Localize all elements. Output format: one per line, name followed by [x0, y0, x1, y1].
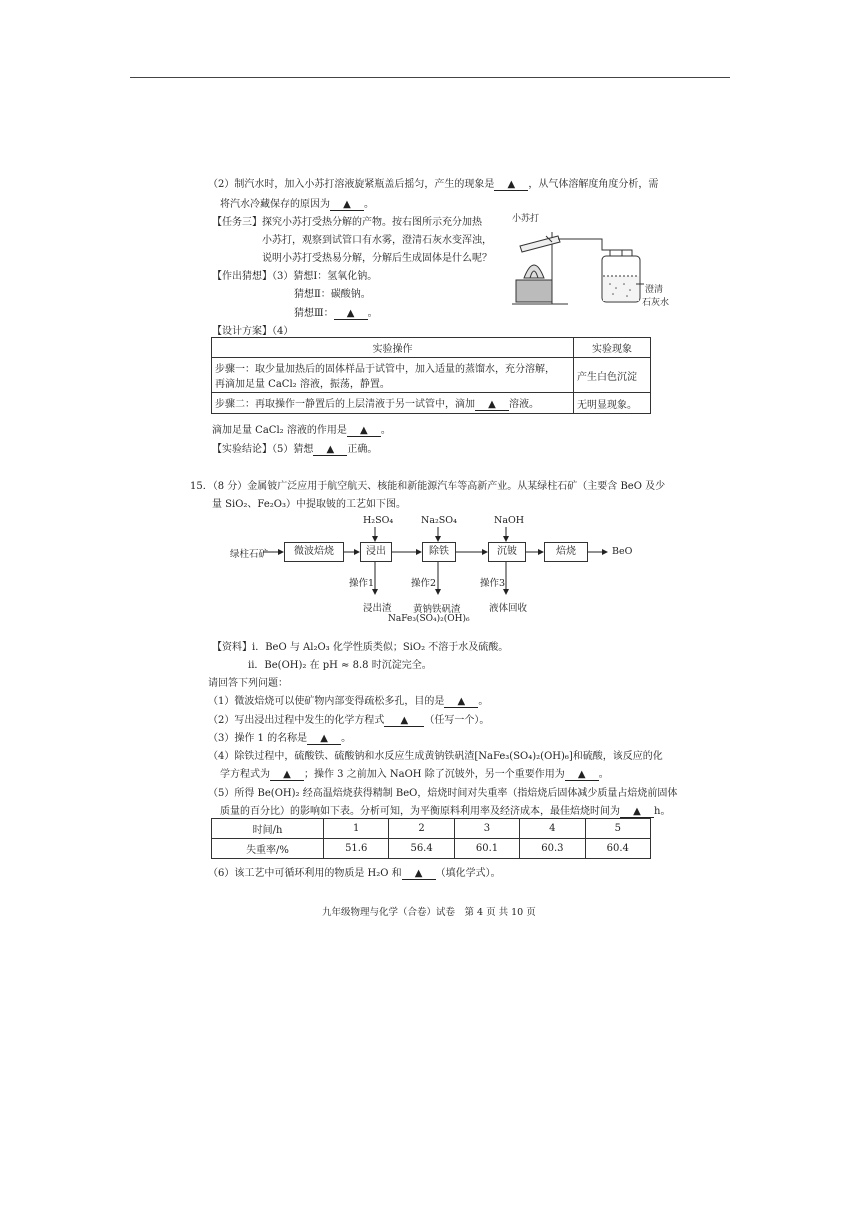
flow-step-calcine: 焙烧: [544, 542, 588, 562]
time-cell: 2: [389, 819, 454, 839]
info-2: ii．Be(OH)₂ 在 pH ≈ 8.8 时沉淀完全。: [248, 660, 432, 671]
flow-step-microwave-roast: 微波焙烧: [284, 542, 344, 562]
table-header-operation: 实验操作: [212, 338, 574, 358]
answer-blank[interactable]: ▲: [444, 696, 478, 708]
reagent-na2so4: Na₂SO₄: [421, 515, 457, 526]
time-cell: 5: [585, 819, 650, 839]
step1-operation: 步骤一：取少量加热后的固体样品于试管中，加入适量的蒸馏水，充分溶解， 再滴加足量 CaCl₂ 溶液，振荡，静置。: [212, 358, 574, 393]
q14-p2-line2: 将汽水冷藏保存的原因为 ▲ 。: [220, 199, 374, 210]
time-cell: 3: [454, 819, 519, 839]
time-cell: 4: [520, 819, 585, 839]
top-rule: [130, 77, 730, 78]
q15-6: （6）该工艺中可循环利用的物质是 H₂O 和 ▲ （填化学式）。: [208, 868, 501, 879]
output-leach-residue: 浸出渣: [363, 603, 392, 614]
cacl2-role: 滴加足量 CaCl₂ 溶液的作用是 ▲ 。: [212, 425, 391, 436]
guess-2: 猜想Ⅱ：碳酸钠。: [294, 289, 371, 300]
answer-blank[interactable]: ▲: [402, 868, 436, 880]
figure-label-baking-soda: 小苏打: [512, 214, 540, 224]
flow-step-remove-iron: 除铁: [422, 542, 456, 562]
output-jarosite-formula: NaFe₃(SO₄)₂(OH)₆: [388, 614, 470, 624]
answer-blank[interactable]: ▲: [334, 308, 368, 320]
q15-intro-line2: 量 SiO₂、Fe₂O₃）中提取铍的工艺如下图。: [212, 499, 406, 510]
flow-step-leach: 浸出: [360, 542, 392, 562]
answer-blank[interactable]: ▲: [347, 425, 381, 437]
q15-1: （1）微波焙烧可以使矿物内部变得疏松多孔，目的是 ▲ 。: [208, 696, 489, 707]
rate-cell: 56.4: [389, 839, 454, 859]
ask-line: 请回答下列问题：: [208, 678, 288, 689]
q15-intro-line1: 15．（8 分）金属铍广泛应用于航空航天、核能和新能源汽车等高新产业。从某绿柱石矿（主要含 BeO 及少: [190, 481, 666, 492]
q15-4-line2: 学方程式为 ▲ ；操作 3 之前加入 NaOH 除了沉铍外，另一个重要作用为 ▲ 。: [220, 769, 609, 780]
answer-blank[interactable]: ▲: [565, 769, 599, 781]
reagent-h2so4: H₂SO₄: [363, 515, 394, 526]
op-1: 操作1: [349, 578, 375, 589]
figure-label-limewater-1: 澄清: [645, 285, 664, 295]
rate-cell: 51.6: [324, 839, 389, 859]
q15-2: （2）写出浸出过程中发生的化学方程式 ▲ （任写一个）。: [208, 715, 490, 726]
flow-start-ore: 绿柱石矿: [230, 549, 269, 560]
answer-blank[interactable]: ▲: [330, 199, 364, 211]
rate-cell: 60.4: [585, 839, 650, 859]
rate-cell: 60.1: [454, 839, 519, 859]
task3-line3: 说明小苏打受热易分解，分解后生成固体是什么呢？: [262, 253, 492, 264]
conclusion: 【实验结论】（5）猜想 ▲ 正确。: [212, 444, 378, 455]
table-header-observation: 实验现象: [574, 338, 651, 358]
answer-blank[interactable]: ▲: [384, 715, 424, 727]
output-liquid-recovery: 液体回收: [489, 603, 528, 614]
weight-loss-table: [211, 818, 651, 859]
guess-3: 猜想Ⅲ： ▲ 。: [294, 308, 378, 319]
time-cell: 1: [324, 819, 389, 839]
row-label-time: 时间/h: [212, 819, 324, 839]
step2-operation: 步骤二：再取操作一静置后的上层清液于另一试管中，滴加 ▲ 溶液。: [212, 393, 574, 414]
q15-5-line1: （5）所得 Be(OH)₂ 经高温焙烧获得精制 BeO，焙烧时间对失重率（指焙烧后固体减少质量占焙烧前固体: [208, 788, 678, 799]
rate-cell: 60.3: [520, 839, 585, 859]
step2-observation: 无明显现象。: [574, 393, 651, 414]
answer-blank[interactable]: ▲: [494, 179, 528, 191]
step1-observation: 产生白色沉淀: [574, 358, 651, 393]
page-footer: 九年级物理与化学（合卷）试卷 第 4 页 共 10 页: [322, 907, 536, 918]
apparatus-diagram: [510, 222, 645, 310]
answer-blank[interactable]: ▲: [270, 769, 304, 781]
task3-line2: 小苏打，观察到试管口有水雾，澄清石灰水变浑浊，: [262, 235, 492, 246]
op-2: 操作2: [411, 578, 437, 589]
task3-line1: 【任务三】探究小苏打受热分解的产物。按右图所示充分加热: [212, 217, 482, 228]
answer-blank[interactable]: ▲: [620, 806, 654, 818]
experiment-table: [211, 337, 651, 414]
op-3: 操作3: [480, 578, 506, 589]
info-1: 【资料】i．BeO 与 Al₂O₃ 化学性质类似；SiO₂ 不溶于水及硫酸。: [212, 642, 509, 653]
q15-5-line2: 质量的百分比）的影响如下表。分析可知，为平衡原料利用率及经济成本，最佳焙烧时间为 ▲ h。: [220, 806, 671, 817]
flow-step-precipitate-be: 沉铍: [488, 542, 526, 562]
q15-3: （3）操作 1 的名称是 ▲ 。: [208, 733, 352, 744]
answer-blank[interactable]: ▲: [313, 444, 347, 456]
reagent-naoh: NaOH: [494, 515, 525, 526]
q14-p2-line1: （2）制汽水时，加入小苏打溶液旋紧瓶盖后摇匀，产生的现象是 ▲ ，从气体溶解度角度分析，需: [208, 179, 659, 190]
output-jarosite: 黄钠铁矾渣: [413, 604, 461, 615]
design-heading: 【设计方案】（4）: [212, 326, 294, 337]
row-label-rate: 失重率/%: [212, 839, 324, 859]
answer-blank[interactable]: ▲: [307, 733, 341, 745]
guess-heading: 【作出猜想】（3）猜想Ⅰ：氢氧化钠。: [212, 271, 378, 282]
figure-label-limewater-2: 石灰水: [642, 298, 670, 308]
answer-blank[interactable]: ▲: [475, 399, 509, 411]
q15-4-line1: （4）除铁过程中，硫酸铁、硫酸钠和水反应生成黄钠铁矾渣[NaFe₃(SO₄)₂(OH)₆]和硫酸，该反应的化: [208, 751, 663, 762]
flow-end-beo: BeO: [612, 546, 633, 557]
